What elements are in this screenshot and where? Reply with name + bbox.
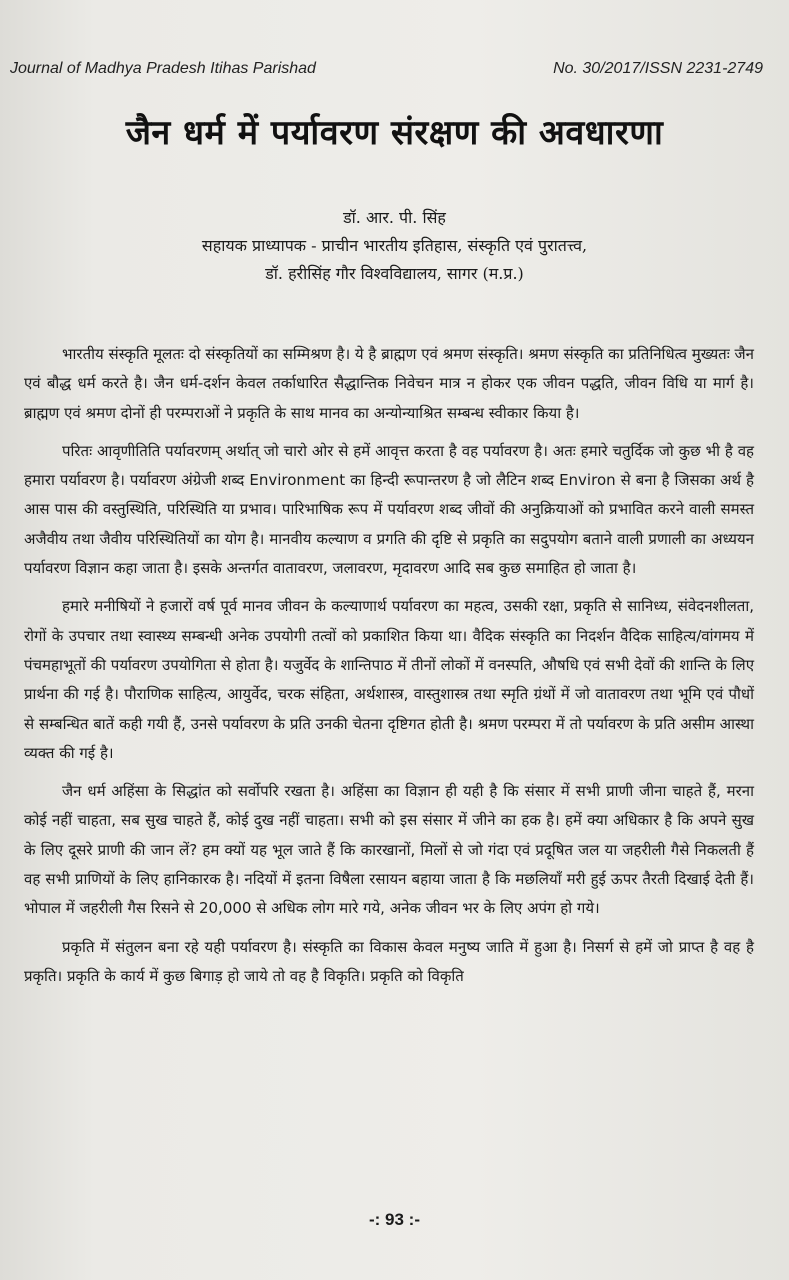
page-number: -: 93 :- <box>369 1210 420 1229</box>
journal-name: Journal of Madhya Pradesh Itihas Parishad <box>10 60 316 77</box>
author-affiliation: डॉ. हरीसिंह गौर विश्वविद्यालय, सागर (म.प्र.) <box>265 264 524 283</box>
author-designation: सहायक प्राध्यापक - प्राचीन भारतीय इतिहास, संस्कृति एवं पुरातत्त्व, <box>201 236 588 255</box>
paragraph: भारतीय संस्कृति मूलतः दो संस्कृतियों का सम्मिश्रण है। ये है ब्राह्मण एवं श्रमण संस्कृति। श्रमण संस्कृति का प्रतिनिधित्व मुख्यतः जैन एवं बौद्ध धर्म करते है। जैन धर्म-दर्शन केवल तर्काधारित सैद्धान्तिक निवेचन मात्र न होकर एक जीवन पद्धति, जीवन विधि या मार्ग है। ब्राह्मण एवं श्रमण दोनों ही परम्पराओं ने प्रकृति के साथ मानव का अन्योन्याश्रित सम्बन्ध स्वीकार किया है। <box>24 345 754 422</box>
issue-number: No. 30/2017/ISSN 2231-2749 <box>553 60 763 77</box>
paragraph: हमारे मनीषियों ने हजारों वर्ष पूर्व मानव जीवन के कल्याणार्थ पर्यावरण का महत्व, उसकी रक्षा, प्रकृति से सानिध्य, संवेदनशीलता, रोगों के उपचार तथा स्वास्थ्य सम्बन्धी अनेक उपयोगी तत्वों को प्रकाशित किया था। वैदिक संस्कृति का निदर्शन वैदिक साहित्य/वांगमय में पंचमहाभूतों की पर्यावरण उपयोगिता से होता है। यजुर्वेद के शान्तिपाठ में तीनों लोकों में वनस्पति, औषधि एवं सभी देवों की शान्ति के लिए प्रार्थना की गई है। पौराणिक साहित्य, आयुर्वेद, चरक संहिता, अर्थशास्त्र, वास्तुशास्त्र तथा स्मृति ग्रंथों में जो वातावरण तथा भूमि एवं पौधों से सम्बन्धित बातें कही गयी हैं, उनसे पर्यावरण के प्रति उनकी चेतना दृष्टिगत होती है। श्रमण परम्परा में तो पर्यावरण के प्रति असीम आस्था व्यक्त की गई है। <box>24 597 754 762</box>
paragraph: परितः आवृणीतिति पर्यावरणम् अर्थात् जो चारो ओर से हमें आवृत्त करता है वह पर्यावरण है। अतः हमारे चतुर्दिक जो कुछ भी है वह हमारा पर्यावरण है। पर्यावरण अंग्रेजी शब्द Environment का हिन्दी रूपान्तरण है जो लैटिन शब्द Environ से बना है जिसका अर्थ है आस पास की वस्तुस्थिति, परिस्थिति या प्रभाव। पारिभाषिक रूप में पर्यावरण शब्द जीवों की अनुक्रियाओं को प्रभावित करने वाली समस्त अजैवीय तथा जैवीय परिस्थितियों का योग है। मानवीय कल्याण व प्रगति की दृष्टि से प्रकृति का सदुपयोग बताने वाली प्रणाली का अध्ययन पर्यावरण विज्ञान कहा जाता है। इसके अन्तर्गत वातावरण, जलावरण, मृदावरण आदि सब कुछ समाहित हो जाता है। <box>24 441 754 578</box>
author-block <box>0 204 789 288</box>
running-header <box>10 60 763 78</box>
paragraph: जैन धर्म अहिंसा के सिद्धांत को सर्वोपरि रखता है। अहिंसा का विज्ञान ही यही है कि संसार में सभी प्राणी जीना चाहते हैं, मरना कोई नहीं चाहता, सब सुख चाहते हैं, कोई दुख नहीं चाहता। सभी को इस संसार में जीने का हक है। हमें क्या अधिकार है कि अपने सुख के लिए दूसरे प्राणी की जान लें? हम क्यों यह भूल जाते हैं कि कारखानों, मिलों से जो गंदा एवं प्रदूषित जल या जहरीली गैसे निकलती हैं वह सभी प्राणियों के लिए हानिकारक है। नदियों में इतना विषैला रसायन बहाया जाता है कि मछलियाँ मरी हुई ऊपर तैरती दिखाई देती हैं। भोपाल में जहरीली गैस रिसने से 20,000 से अधिक लोग मारे गये, अनेक जीवन भर के लिए अपंग हो गये। <box>24 782 754 918</box>
paragraph: प्रकृति में संतुलन बना रहे यही पर्यावरण है। संस्कृति का विकास केवल मनुष्य जाति में हुआ है। निसर्ग से हमें जो प्राप्त है वह है प्रकृति। प्रकृति के कार्य में कुछ बिगाड़ हो जाये तो वह है विकृति। प्रकृति को विकृति <box>24 937 754 985</box>
author-name: डॉ. आर. पी. सिंह <box>343 208 446 227</box>
article-title: जैन धर्म में पर्यावरण संरक्षण की अवधारणा <box>125 113 664 153</box>
article-body <box>24 340 754 1000</box>
